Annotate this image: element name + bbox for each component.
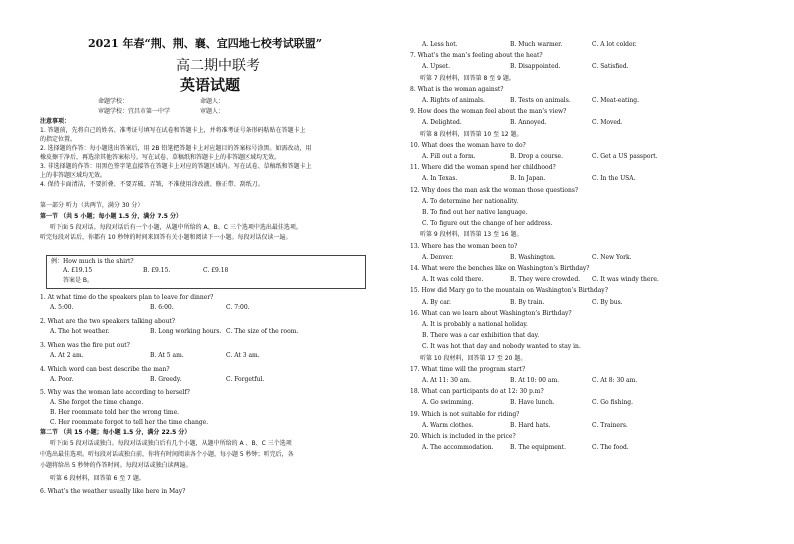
note-line: 2. 选择题的作答：每小题选出答案后，用 2B 铅笔把答题卡上对应题目的答案标号涂黑。如需改动，用: [40, 145, 312, 152]
section2-heading: 第二节 （共 15 小题；每小题 1.5 分，满分 22.5 分）: [40, 429, 191, 436]
answer-option[interactable]: B. In Japan.: [510, 175, 546, 183]
answer-option[interactable]: B. Have lunch.: [510, 399, 555, 407]
answer-option[interactable]: A. Warm clothes.: [422, 421, 474, 429]
answer-option[interactable]: C. By bus.: [592, 298, 623, 306]
answer-option[interactable]: A. Fill out a form.: [422, 153, 476, 160]
answer-option[interactable]: A. Denver.: [422, 253, 454, 261]
answer-option[interactable]: A. Go swimming.: [422, 399, 474, 407]
question-text: 19. Which is not suitable for riding?: [410, 410, 520, 418]
answer-option[interactable]: C. Go fishing.: [592, 399, 633, 407]
answer-option[interactable]: B. By train.: [510, 298, 545, 306]
answer-option[interactable]: C. 7:00.: [226, 304, 250, 311]
answer-option[interactable]: B. Tests on animals.: [510, 97, 571, 104]
example-option: B. £9.15.: [143, 267, 171, 274]
answer-option[interactable]: A. The hot weather.: [50, 328, 110, 335]
answer-option[interactable]: C. Get a US passport.: [592, 153, 658, 160]
note-line: 3. 非选择题的作答：用黑色签字笔直接答在答题卡上对应的答题区域内。写在试卷、草稿纸和答题卡上: [40, 163, 312, 170]
material-note: 听第 7 段材料，回答第 8 至 9 题。: [420, 74, 515, 82]
answer-option[interactable]: B. Long working hours.: [150, 328, 222, 335]
answer-option[interactable]: B. At 5 am.: [150, 352, 184, 359]
question-text: 8. What is the woman against?: [410, 85, 504, 93]
answer-option[interactable]: B. To find out her native language.: [422, 209, 528, 216]
question-text: 16. What can we learn about Washington’s Birthday?: [410, 309, 572, 317]
note-line: 4. 保持卡面清洁，不要折叠、不要弄破、弄皱，不准使用涂改液、修正带、刮纸刀。: [40, 181, 264, 188]
answer-option[interactable]: C. New York.: [592, 253, 632, 261]
answer-option[interactable]: A. It is probably a national holiday.: [422, 321, 528, 328]
part1-heading: 第一部分 听力（共两节，满分 30 分）: [40, 202, 144, 209]
question-text: 18. What can participants do at 12: 30 p.m?: [410, 388, 544, 396]
example-question: 例：How much is the shirt?: [51, 258, 134, 265]
material-note: 听第 6 段材料，回答第 6 至 7 题。: [50, 475, 145, 482]
question-text: 5. Why was the woman late according to herself?: [40, 389, 190, 396]
answer-option[interactable]: A. Upset.: [422, 63, 450, 71]
answer-option[interactable]: C. At 8: 30 am.: [592, 377, 638, 384]
answer-option[interactable]: A. At 11: 30 am.: [422, 377, 471, 384]
answer-option[interactable]: C. The food.: [592, 444, 629, 452]
question-text: 7. What’s the man’s feeling about the heat?: [410, 52, 543, 60]
answer-option[interactable]: A. To determine her nationality.: [422, 197, 519, 205]
answer-option[interactable]: A. The accommodation.: [422, 444, 494, 452]
question-text: 15. How did Mary go to the mountain on Washington’s Birthday?: [410, 287, 608, 295]
note-line: 上的非答题区域均无效。: [40, 172, 107, 179]
answer-option[interactable]: A. Delighted.: [422, 119, 462, 127]
answer-option[interactable]: A. In Texas.: [422, 175, 458, 183]
notes-heading: 注意事项：: [40, 118, 71, 125]
answer-option[interactable]: A. It was cold there.: [422, 276, 484, 284]
material-note: 听第 10 段材料，回答第 17 至 20 题。: [420, 354, 527, 362]
section1-heading: 第一节 （共 5 小题；每小题 1.5 分，满分 7.5 分）: [40, 213, 183, 220]
example-answer: 答案是 B。: [63, 277, 94, 284]
question-text: 14. What were the benches like on Washington’s Birthday?: [410, 265, 590, 272]
example-option: C. £9.18: [203, 267, 229, 274]
material-note: 听第 8 段材料，回答第 10 至 12 题。: [420, 130, 523, 138]
answer-option[interactable]: B. 6:00.: [150, 304, 174, 311]
material-note: 听第 9 段材料，回答第 13 至 16 题。: [420, 231, 523, 239]
section2-intro: 听下面 5 段对话或独白。每段对话或独白后有几个小题，从题中所给的 A 、B、C 三个选项: [50, 440, 292, 447]
answer-option[interactable]: C. Forgetful.: [226, 376, 265, 383]
answer-option[interactable]: C. It was windy there.: [592, 276, 659, 284]
question-text: 20. Which is included in the price?: [410, 433, 516, 440]
answer-option[interactable]: C. To figure out the change of her address.: [422, 220, 553, 228]
question-text: 10. What does the woman have to do?: [410, 141, 526, 149]
question-text: 1. At what time do the speakers plan to leave for dinner?: [40, 294, 214, 301]
note-line: 1. 答题前，先将自己的姓名、准考证号填写在试卷和答题卡上，并将准考证号条形码粘贴在答题卡上: [40, 127, 306, 134]
exam-header-title: 2021 年春“荆、荆、襄、宜四地七校考试联盟”: [88, 37, 323, 50]
answer-option[interactable]: A. Rights of animals.: [422, 97, 485, 104]
answer-option[interactable]: B. Hard hats.: [510, 421, 551, 429]
answer-option[interactable]: B. Disappointed.: [510, 63, 561, 71]
meta-review-school: 审题学校：宜昌市第一中学: [98, 108, 171, 115]
answer-option[interactable]: B. Annoyed.: [510, 119, 547, 127]
question-text: 13. Where has the woman been to?: [410, 242, 518, 250]
meta-reviewer: 审题人：: [200, 108, 225, 115]
exam-title: 英语试题: [180, 76, 241, 94]
meta-author: 命题人：: [200, 98, 225, 105]
note-line: 的指定位置。: [40, 136, 77, 143]
answer-option[interactable]: C. Her roommate forgot to tell her the time change.: [50, 419, 209, 426]
answer-option[interactable]: B. Washington.: [510, 253, 556, 261]
answer-option[interactable]: B. Greedy.: [150, 376, 182, 383]
answer-option[interactable]: C. It was hot that day and nobody wanted to stay in.: [422, 343, 581, 351]
question-text: 17. What time will the program start?: [410, 365, 526, 373]
answer-option[interactable]: C. Meat-eating.: [592, 97, 639, 104]
question-text: 9. How does the woman feel about the man’s view?: [410, 108, 567, 116]
answer-option[interactable]: B. At 10: 00 am.: [510, 377, 560, 384]
answer-option[interactable]: B. Much warmer.: [510, 41, 563, 48]
answer-option[interactable]: A. She forgot the time change.: [50, 399, 144, 406]
answer-option[interactable]: B. The equipment.: [510, 444, 566, 452]
section2-intro: 中选出最佳选项。听每段对话或独白前，你将有时间阅读各个小题，每小题 5 秒钟；听完后，各: [40, 451, 294, 458]
question-text: 4. Which word can best describe the man?: [40, 366, 170, 373]
question-text: 3. When was the fire put out?: [40, 342, 130, 349]
answer-option[interactable]: B. There was a car exhibition that day.: [422, 332, 540, 340]
answer-option[interactable]: C. Satisfied.: [592, 63, 629, 71]
question-text: 6. What’s the weather usually like here in May?: [40, 488, 186, 495]
answer-option[interactable]: B. They were crowded.: [510, 276, 581, 284]
answer-option[interactable]: C. In the USA.: [592, 175, 636, 183]
answer-option[interactable]: A. At 2 am.: [50, 352, 84, 359]
question-text: 2. What are the two speakers talking about?: [40, 318, 175, 325]
question-text: 12. Why does the man ask the woman those questions?: [410, 186, 579, 194]
answer-option[interactable]: C. The size of the room.: [226, 328, 299, 335]
example-option: A. £19.15: [63, 267, 93, 274]
example-box: [46, 255, 366, 289]
section2-intro: 小题将给出 5 秒钟的作答时间。每段对话或独白读两遍。: [40, 462, 192, 469]
answer-option[interactable]: B. Her roommate told her the wrong time.: [50, 409, 180, 416]
section1-intro: 听下面 5 段对话。每段对话后有一个小题，从题中所给的 A、B、C 三个选项中选出最佳选项。: [50, 224, 302, 231]
question-text: 11. Where did the woman spend her childhood?: [410, 164, 556, 172]
answer-option[interactable]: C. At 3 am.: [226, 352, 260, 359]
meta-school: 命题学校：: [98, 98, 129, 105]
answer-option[interactable]: A. Poor.: [50, 376, 74, 383]
answer-option[interactable]: C. Moved.: [592, 119, 623, 127]
answer-option[interactable]: A. By car.: [422, 298, 451, 306]
note-line: 橡皮擦干净后，再选涂其他答案标号。写在试卷、草稿纸和答题卡上的非答题区域均无效。: [40, 154, 281, 161]
answer-option[interactable]: C. Trainers.: [592, 421, 628, 429]
answer-option[interactable]: A. Less hot.: [422, 41, 458, 48]
answer-option[interactable]: A. 5:00.: [50, 304, 74, 311]
section1-intro: 听完每段对话后，你都有 10 秒钟的时间来回答有关小题和阅读下一小题。每段对话仅读一遍。: [40, 234, 292, 241]
answer-option[interactable]: C. A lot colder.: [592, 41, 637, 48]
exam-subtitle: 高二期中联考: [176, 58, 260, 74]
answer-option[interactable]: B. Drop a course.: [510, 153, 563, 160]
